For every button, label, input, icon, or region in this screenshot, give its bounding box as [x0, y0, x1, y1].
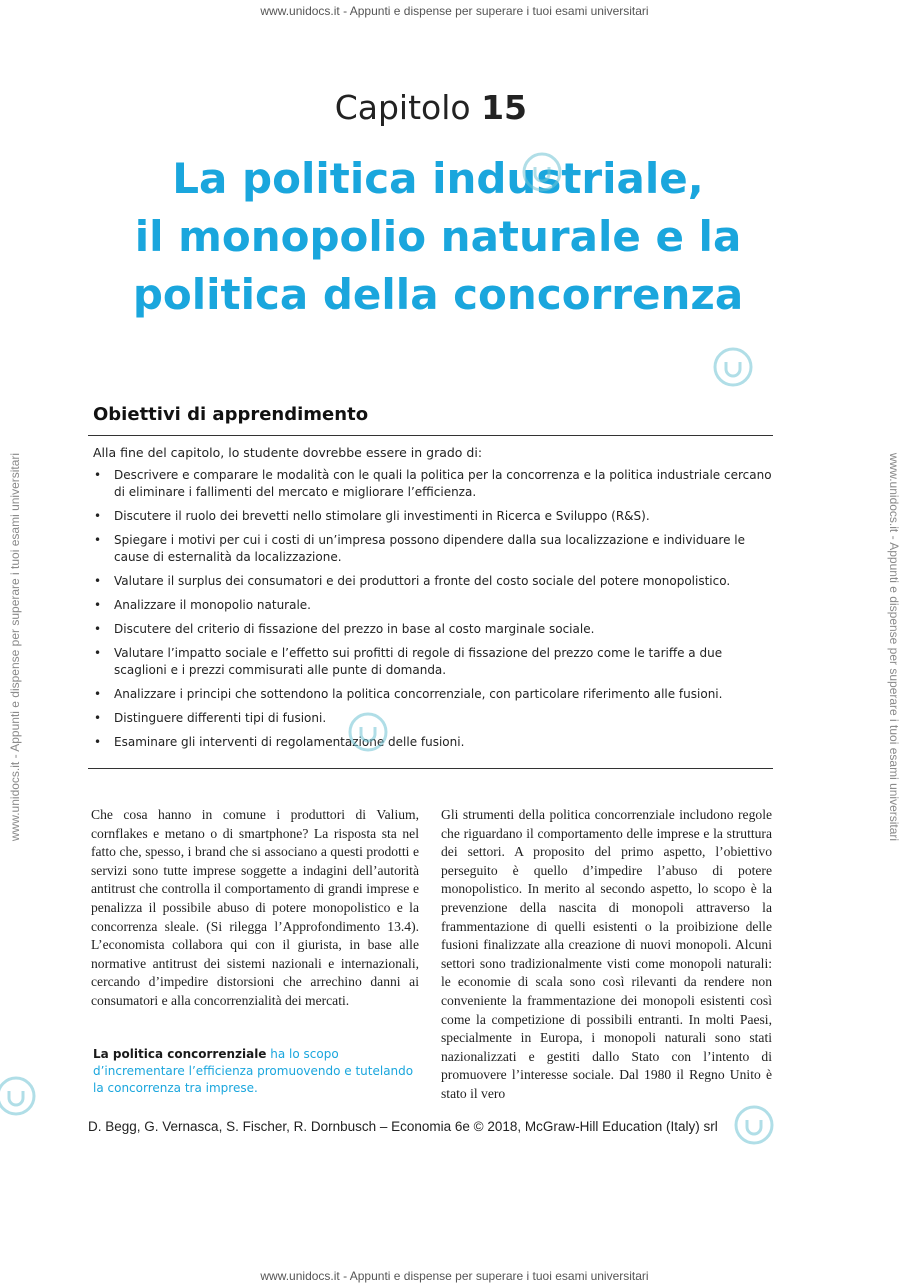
definition-term: La politica concorrenziale	[93, 1047, 267, 1061]
objectives-intro: Alla fine del capitolo, lo studente dovrebbe essere in grado di:	[93, 445, 483, 460]
objectives-heading: Obiettivi di apprendimento	[93, 404, 369, 425]
objectives-bottom-rule	[88, 768, 773, 769]
objective-item: • Analizzare il monopolio naturale.	[93, 597, 773, 614]
watermark-bottom: www.unidocs.it - Appunti e dispense per superare i tuoi esami universitari	[260, 1269, 649, 1283]
chapter-number: 15	[481, 88, 527, 127]
unidocs-logo-icon	[711, 345, 755, 389]
chapter-word: Capitolo	[334, 88, 471, 127]
unidocs-logo-icon	[520, 150, 564, 194]
unidocs-logo-icon	[346, 710, 390, 754]
objective-item: • Analizzare i principi che sottendono la politica concorrenziale, con particolare riferimento alle fusioni.	[93, 686, 773, 703]
definition-text: ha lo scopo d’incrementare l’efficienza promuovendo e tutelando la concorrenza tra imprese.	[93, 1047, 414, 1095]
unidocs-logo-icon	[0, 1074, 38, 1118]
watermark-right: www.unidocs.it - Appunti e dispense per superare i tuoi esami universitari	[887, 452, 901, 842]
objective-item: • Discutere il ruolo dei brevetti nello stimolare gli investimenti in Ricerca e Sviluppo (R&S).	[93, 508, 773, 525]
watermark-top: www.unidocs.it - Appunti e dispense per superare i tuoi esami universitari	[260, 4, 649, 18]
body-right-column: Gli strumenti della politica concorrenziale includono regole che riguardano il comportamento delle imprese e la struttura dei settori. A proposito del primo aspetto, l’obiettivo perseguito è quello d’impedire l’abuso di potere monopolistico. In merito al secondo aspetto, lo scopo è la prevenzione della nascita di monopoli attraverso la frammentazione di quelli esistenti o la proibizione delle fusioni finalizzate alla creazione di nuovi monopoli. Alcuni settori sono tradizionalmente visti come monopoli naturali: le economie di scala sono così rilevanti da rendere non conveniente la frammentazione dei monopoli esistenti così come la competizione di possibili entranti. In molti Paesi, specialmente in Europa, i monopoli naturali sono stati nazionalizzati e gestiti dallo Stato con l’intento di promuovere l’interesse sociale. Dal 1980 il Regno Unito è stato il vero	[441, 807, 772, 1101]
watermark-left: www.unidocs.it - Appunti e dispense per superare i tuoi esami universitari	[8, 452, 22, 842]
unidocs-logo-icon	[732, 1103, 776, 1147]
objective-item: • Valutare il surplus dei consumatori e dei produttori a fronte del costo sociale del potere monopolistico.	[93, 573, 773, 590]
chapter-label	[0, 88, 865, 127]
chapter-title-line: politica della concorrenza	[132, 270, 744, 319]
objective-item: • Esaminare gli interventi di regolamentazione delle fusioni.	[93, 734, 773, 751]
objective-item: • Valutare l’impatto sociale e l’effetto sui profitti di regole di fissazione del prezzo come le tariffe a due scaglioni e i prezzi commisurati alle punte di domanda.	[93, 645, 773, 679]
body-left-column: Che cosa hanno in comune i produttori di Valium, cornflakes e metano o di smartphone? La risposta sta nel fatto che, spesso, i brand che si associano a questi prodotti e servizi sono tutte imprese soggette a indagini dell’autorità antitrust che controlla il comportamento di grandi imprese e penalizza il possibile abuso di potere monopolistico e la concorrenza sleale. (Si rilegga l’Approfondimento 13.4). L’economista collabora qui con il giurista, in base alle normative antitrust dei sistemi nazionali e internazionali, cercando d’impedire distorsioni che arrechino danni ai consumatori e alla concorrenzialità dei mercati.	[91, 807, 419, 1008]
margin-definition	[93, 1046, 423, 1097]
objectives-list	[93, 467, 773, 758]
objective-item: • Spiegare i motivi per cui i costi di un’impresa possono dipendere dalla sua localizzazione e individuare le cause di esternalità da localizzazione.	[93, 532, 773, 566]
footer-credits: D. Begg, G. Vernasca, S. Fischer, R. Dornbusch – Economia 6e © 2018, McGraw-Hill Education (Italy) srl	[88, 1119, 718, 1134]
objective-item: • Descrivere e comparare le modalità con le quali la politica per la concorrenza e la politica industriale cercano di eliminare i fallimenti del mercato e migliorare l’efficienza.	[93, 467, 773, 501]
chapter-title-line: il monopolio naturale e la	[134, 212, 742, 261]
chapter-title-line: La politica industriale,	[172, 154, 704, 203]
objective-item: • Discutere del criterio di fissazione del prezzo in base al costo marginale sociale.	[93, 621, 773, 638]
objectives-top-rule	[88, 435, 773, 436]
objective-item: • Distinguere differenti tipi di fusioni.	[93, 710, 773, 727]
chapter-title	[98, 150, 778, 324]
